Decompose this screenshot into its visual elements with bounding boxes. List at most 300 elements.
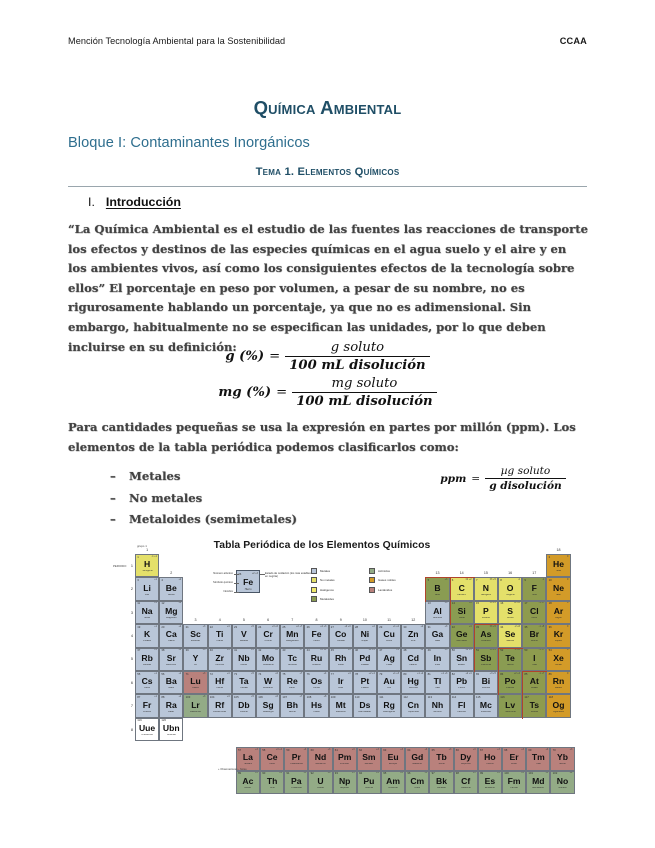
element-symbol: Ge xyxy=(455,629,468,640)
element-cell-Ir[interactable] xyxy=(329,671,353,694)
element-cell-Rf[interactable] xyxy=(208,694,232,717)
lanthanide-cell-Gd[interactable] xyxy=(405,747,429,770)
oxidation-state: +3 xyxy=(202,671,206,675)
list-item-label: No metales xyxy=(129,490,203,505)
element-cell-Ubn[interactable] xyxy=(159,718,183,741)
element-cell-Fe[interactable] xyxy=(304,624,328,647)
element-cell-Ba[interactable] xyxy=(159,671,183,694)
element-cell-Ra[interactable] xyxy=(159,694,183,717)
element-symbol: Lv xyxy=(505,699,516,710)
element-cell-Mn[interactable] xyxy=(280,624,304,647)
formula-numerator: µg soluto xyxy=(500,465,551,477)
element-cell-Rb[interactable] xyxy=(135,648,159,671)
element-cell-Zr[interactable] xyxy=(208,648,232,671)
oxidation-state: +3 xyxy=(545,771,549,775)
oxidation-state: +7 xyxy=(299,694,303,698)
oxidation-state: +3 xyxy=(351,747,355,751)
element-name: Mendelevio xyxy=(532,786,545,789)
element-name: Bromo xyxy=(530,640,538,643)
element-name: Flúor xyxy=(531,593,537,596)
element-symbol: H xyxy=(143,559,151,570)
oxidation-state: +2 xyxy=(420,648,424,652)
element-cell-C[interactable] xyxy=(450,577,474,600)
legend-item-metaloides xyxy=(311,596,335,602)
element-cell-V[interactable] xyxy=(232,624,256,647)
element-cell-Mo[interactable] xyxy=(256,648,280,671)
element-cell-As[interactable] xyxy=(474,624,498,647)
element-cell-Sr[interactable] xyxy=(159,648,183,671)
group-number-14: 14 xyxy=(459,571,464,576)
lanthanide-cell-Ho[interactable] xyxy=(478,747,502,770)
element-cell-Mg[interactable] xyxy=(159,601,183,624)
element-symbol: Re xyxy=(286,676,298,687)
element-cell-Kr[interactable] xyxy=(546,624,570,647)
oxidation-state: +5 xyxy=(251,671,254,675)
element-cell-Co[interactable] xyxy=(329,624,353,647)
element-cell-Ti[interactable] xyxy=(208,624,232,647)
element-cell-Ga[interactable] xyxy=(425,624,449,647)
element-cell-Hg[interactable] xyxy=(401,671,425,694)
element-cell-Br[interactable] xyxy=(522,624,546,647)
element-name: Moscovio xyxy=(480,710,491,713)
oxidation-state: +1 xyxy=(154,694,157,698)
element-cell-N[interactable] xyxy=(474,577,498,600)
element-cell-Lr[interactable] xyxy=(183,694,207,717)
group-number-13: 13 xyxy=(435,571,440,576)
legend-item-metales xyxy=(311,568,335,574)
element-cell-Mc[interactable] xyxy=(474,694,498,717)
element-symbol: Tm xyxy=(531,752,545,763)
element-cell-Lv[interactable] xyxy=(498,694,522,717)
atomic-number: 110 xyxy=(354,694,360,699)
element-name: Hasio xyxy=(313,710,320,713)
group-number-9: 9 xyxy=(339,618,342,623)
element-name: Wolframio xyxy=(262,687,274,690)
list-bullet: – xyxy=(110,512,116,527)
element-cell-Ni[interactable] xyxy=(353,624,377,647)
legend-item-halógenos xyxy=(311,587,335,593)
atomic-number: 119 xyxy=(137,718,142,723)
element-symbol: Dy xyxy=(460,752,472,763)
oxidation-state: -1 +7 xyxy=(538,648,545,652)
element-name: Francio xyxy=(143,710,152,713)
lanthanide-cell-Pr[interactable] xyxy=(284,747,308,770)
element-name: Radio xyxy=(168,710,175,713)
element-cell-Fl[interactable] xyxy=(450,694,474,717)
element-cell-Lu[interactable] xyxy=(183,671,207,694)
element-cell-Bh[interactable] xyxy=(280,694,304,717)
oxidation-state: +3 +6 xyxy=(271,624,278,628)
element-symbol: Ra xyxy=(165,699,177,710)
element-cell-At[interactable] xyxy=(522,671,546,694)
period-number-3: 3 xyxy=(130,610,133,615)
lanthanide-cell-Eu[interactable] xyxy=(381,747,405,770)
oxidation-state: +3 xyxy=(444,648,448,652)
element-symbol: Ubn xyxy=(162,723,180,733)
atomic-number: 9 xyxy=(524,577,526,582)
oxidation-state: +3 xyxy=(376,747,379,751)
element-cell-Ca[interactable] xyxy=(159,624,183,647)
key-element-cell xyxy=(236,570,260,593)
atomic-number: 67 xyxy=(479,747,484,752)
element-name: Plomo xyxy=(458,687,466,690)
element-cell-P[interactable] xyxy=(474,601,498,624)
element-name: Neón xyxy=(555,593,562,596)
element-cell-Ge[interactable] xyxy=(450,624,474,647)
element-cell-Ru[interactable] xyxy=(304,648,328,671)
lanthanide-cell-Tm[interactable] xyxy=(526,747,550,770)
group-number-8: 8 xyxy=(315,618,318,623)
key-oxidation: +2 +3 xyxy=(251,571,258,575)
period-number-6: 6 xyxy=(130,680,133,685)
atomic-number: 86 xyxy=(548,671,552,676)
actinide-cell-Am[interactable] xyxy=(381,771,405,794)
actinide-cell-Cf[interactable] xyxy=(454,771,478,794)
element-name: Nihonio xyxy=(433,710,442,713)
oxidation-state: +3 xyxy=(424,747,428,751)
element-symbol: Th xyxy=(266,775,278,786)
actinide-cell-Es[interactable] xyxy=(478,771,502,794)
group-number-4: 4 xyxy=(218,618,221,623)
element-cell-Hf[interactable] xyxy=(208,671,232,694)
element-cell-K[interactable] xyxy=(135,624,159,647)
element-symbol: Tb xyxy=(436,752,447,763)
element-name: Estaño xyxy=(457,663,466,666)
element-cell-Cn[interactable] xyxy=(401,694,425,717)
element-cell-F[interactable] xyxy=(522,577,546,600)
legend-swatch xyxy=(369,568,375,574)
oxidation-state: +4 xyxy=(347,671,351,675)
actinide-cell-Th[interactable] xyxy=(260,771,284,794)
element-cell-Mt[interactable] xyxy=(329,694,353,717)
oxidation-state: ±4 +2 xyxy=(465,577,472,581)
oxidation-state: +5 xyxy=(251,694,254,698)
element-name: Silicio xyxy=(458,616,465,619)
atomic-number: 70 xyxy=(552,747,556,752)
element-cell-Li[interactable] xyxy=(135,577,159,600)
element-name: Vanadio xyxy=(239,640,249,643)
element-symbol: Ta xyxy=(239,676,249,687)
element-symbol: O xyxy=(506,582,514,593)
element-cell-Sn[interactable] xyxy=(450,648,474,671)
oxidation-state: +4 xyxy=(226,648,230,652)
atomic-number: 93 xyxy=(334,771,338,776)
element-cell-Og[interactable] xyxy=(546,694,570,717)
oxidation-state: +3 xyxy=(303,747,307,751)
atomic-number: 29 xyxy=(379,624,383,629)
element-symbol: Fr xyxy=(142,699,152,710)
atomic-number: 96 xyxy=(407,771,411,776)
list-bullet: – xyxy=(110,490,116,505)
element-cell-Te[interactable] xyxy=(498,648,522,671)
element-cell-Cu[interactable] xyxy=(377,624,401,647)
element-name: Meitnerio xyxy=(335,710,346,713)
element-symbol: Zn xyxy=(408,629,419,640)
atomic-number: 45 xyxy=(330,648,334,653)
element-cell-Al[interactable] xyxy=(425,601,449,624)
periodic-table-title: Tabla Periódica de los Elementos Químicos xyxy=(213,540,431,551)
group-number-15: 15 xyxy=(483,571,488,576)
element-cell-Sg[interactable] xyxy=(256,694,280,717)
element-symbol: Ar xyxy=(553,606,564,616)
group-number-11: 11 xyxy=(387,618,391,623)
element-cell-B[interactable] xyxy=(425,577,449,600)
element-cell-H[interactable] xyxy=(135,554,159,577)
atomic-number: 7 xyxy=(475,577,478,582)
element-name: Hidrógeno xyxy=(141,570,153,573)
element-cell-Sb[interactable] xyxy=(474,648,498,671)
element-symbol: Tl xyxy=(433,676,442,687)
element-symbol: Cr xyxy=(263,629,273,640)
element-cell-Rn[interactable] xyxy=(546,671,570,694)
element-name: Teneso xyxy=(530,710,539,713)
element-cell-Nb[interactable] xyxy=(232,648,256,671)
atomic-number: 101 xyxy=(528,771,534,776)
element-cell-Cr[interactable] xyxy=(256,624,280,647)
element-name: Paladio xyxy=(360,663,369,666)
atomic-number: 34 xyxy=(500,624,504,629)
oxidation-state: +1 +2 xyxy=(392,624,399,628)
element-cell-Na[interactable] xyxy=(135,601,159,624)
oxidation-state: 0 xyxy=(567,554,569,558)
element-cell-Se[interactable] xyxy=(498,624,522,647)
element-name: Rutherfordio xyxy=(213,710,227,713)
element-symbol: Sn xyxy=(456,652,468,663)
oxidation-state: +2 +3 xyxy=(320,624,327,628)
actinide-cell-Pu[interactable] xyxy=(357,771,381,794)
atomic-number: 89 xyxy=(237,771,242,776)
element-symbol: Nb xyxy=(238,652,250,663)
element-cell-W[interactable] xyxy=(256,671,280,694)
element-cell-Au[interactable] xyxy=(377,671,401,694)
atomic-number: 48 xyxy=(403,648,407,653)
element-cell-Be[interactable] xyxy=(159,577,183,600)
element-symbol: Rh xyxy=(334,652,347,663)
oxidation-state: +3 xyxy=(444,601,448,605)
element-cell-Po[interactable] xyxy=(498,671,522,694)
atomic-number: 111 xyxy=(379,694,384,699)
element-name: Ununennio xyxy=(141,733,153,736)
element-cell-He[interactable] xyxy=(546,554,570,577)
element-name: Torio xyxy=(269,786,275,789)
element-symbol: Ac xyxy=(242,775,254,786)
oxidation-state: +1 +3 xyxy=(392,671,399,675)
element-symbol: Pr xyxy=(291,752,301,763)
element-name: Ástato xyxy=(530,687,538,690)
actinide-cell-Bk[interactable] xyxy=(429,771,453,794)
actinide-cell-Fm[interactable] xyxy=(502,771,526,794)
element-name: Radón xyxy=(554,687,563,690)
actinide-cell-U[interactable] xyxy=(308,771,332,794)
element-cell-Ag[interactable] xyxy=(377,648,401,671)
element-name: Platino xyxy=(361,687,369,690)
element-name: Nitrógeno xyxy=(480,593,492,596)
element-symbol: Md xyxy=(532,775,545,786)
element-cell-Cl[interactable] xyxy=(522,601,546,624)
actinide-cell-Md[interactable] xyxy=(526,771,550,794)
element-name: Molibdeno xyxy=(262,663,274,666)
element-name: Rodio xyxy=(337,663,344,666)
actinide-cell-Ac[interactable] xyxy=(236,771,260,794)
actinide-cell-Cm[interactable] xyxy=(405,771,429,794)
element-symbol: Al xyxy=(433,606,442,616)
element-symbol: Bh xyxy=(286,699,299,710)
element-symbol: Li xyxy=(143,582,151,593)
oxidation-state: +2 +4 xyxy=(368,671,375,675)
element-symbol: Bi xyxy=(481,676,491,687)
oxidation-state: -2 +6 xyxy=(514,648,520,652)
element-name: Zinc xyxy=(411,640,416,643)
atomic-number: 51 xyxy=(475,648,480,653)
element-cell-Sc[interactable] xyxy=(183,624,207,647)
element-cell-Pt[interactable] xyxy=(353,671,377,694)
actinide-cell-Np[interactable] xyxy=(333,771,357,794)
element-symbol: Mc xyxy=(479,699,492,710)
element-symbol: Xe xyxy=(553,652,564,663)
lanthanide-cell-Ce[interactable] xyxy=(260,747,284,770)
atomic-number: 22 xyxy=(209,624,213,629)
actinide-cell-No[interactable] xyxy=(550,771,574,794)
atomic-number: 73 xyxy=(233,671,238,676)
paragraph-ppm: Para cantidades pequeñas se usa la expresión en partes por millón (ppm). Los elementos de la tabla periódica podemos clasificarlos como: xyxy=(68,420,576,454)
lanthanide-cell-Tb[interactable] xyxy=(429,747,453,770)
element-cell-Fr[interactable] xyxy=(135,694,159,717)
period-number-5: 5 xyxy=(130,657,133,662)
element-name: Osmio xyxy=(312,687,320,690)
atomic-number: 85 xyxy=(524,671,528,676)
lanthanide-cell-Sm[interactable] xyxy=(357,747,381,770)
period-number-8: 8 xyxy=(130,727,133,732)
element-cell-Os[interactable] xyxy=(304,671,328,694)
element-name: Manganeso xyxy=(285,640,299,643)
element-symbol: No xyxy=(556,775,569,786)
atomic-number: 113 xyxy=(427,694,433,699)
element-symbol: Bk xyxy=(435,775,447,786)
element-cell-Uue[interactable] xyxy=(135,718,159,741)
element-cell-Rg[interactable] xyxy=(377,694,401,717)
list-bullet: – xyxy=(110,469,116,483)
element-name: Carbono xyxy=(457,593,467,596)
element-name: Iterbio xyxy=(559,763,566,766)
element-name: Polonio xyxy=(506,687,515,690)
lanthanide-cell-Yb[interactable] xyxy=(550,747,574,770)
atomic-number: 69 xyxy=(528,747,532,752)
atomic-number: 114 xyxy=(451,694,457,699)
element-cell-O[interactable] xyxy=(498,577,522,600)
formula-denominator: 100 mL disolución xyxy=(285,356,429,373)
element-name: Europio xyxy=(388,763,398,766)
element-cell-In[interactable] xyxy=(425,648,449,671)
element-symbol: Hs xyxy=(310,699,322,710)
legend-item-actínidos xyxy=(369,568,396,574)
atomic-number: 83 xyxy=(475,671,480,676)
element-name: Samario xyxy=(364,763,374,766)
atomic-number: 4 xyxy=(161,577,163,582)
atomic-number: 99 xyxy=(479,771,484,776)
element-cell-Zn[interactable] xyxy=(401,624,425,647)
oxidation-state: 0 xyxy=(567,624,569,628)
legend-key-cell xyxy=(205,570,311,600)
element-cell-Hs[interactable] xyxy=(304,694,328,717)
element-symbol: Cu xyxy=(383,629,395,640)
element-symbol: Kr xyxy=(553,629,564,640)
element-cell-Re[interactable] xyxy=(280,671,304,694)
element-cell-Ne[interactable] xyxy=(546,577,570,600)
element-symbol: U xyxy=(317,775,324,786)
atomic-number: 40 xyxy=(209,648,213,653)
element-cell-I[interactable] xyxy=(522,648,546,671)
element-symbol: Cd xyxy=(407,652,420,663)
atomic-number: 64 xyxy=(407,747,411,752)
element-symbol: Ds xyxy=(359,699,371,710)
element-cell-Db[interactable] xyxy=(232,694,256,717)
oxidation-state: +2 xyxy=(178,577,182,581)
element-cell-S[interactable] xyxy=(498,601,522,624)
lanthanide-cell-Dy[interactable] xyxy=(454,747,478,770)
oxidation-state: +2 +3 xyxy=(344,624,351,628)
oxidation-state: 0 xyxy=(567,671,569,675)
element-name: Cobre xyxy=(385,640,393,643)
element-name: Bohrio xyxy=(288,710,296,713)
oxidation-state: +3 xyxy=(444,624,448,628)
element-cell-Nh[interactable] xyxy=(425,694,449,717)
element-cell-Cd[interactable] xyxy=(401,648,425,671)
element-name: Seaborgio xyxy=(262,710,274,713)
element-cell-Cs[interactable] xyxy=(135,671,159,694)
atomic-number: 103 xyxy=(185,694,191,699)
atomic-number: 38 xyxy=(161,648,165,653)
element-cell-Xe[interactable] xyxy=(546,648,570,671)
section-number: I. xyxy=(88,195,95,209)
oxidation-state: +7 xyxy=(299,671,303,675)
oxidation-state: +2 xyxy=(178,671,182,675)
actinide-cell-Pa[interactable] xyxy=(284,771,308,794)
element-name: Erbio xyxy=(511,763,517,766)
element-name: Actinio xyxy=(244,786,252,789)
element-cell-Pd[interactable] xyxy=(353,648,377,671)
oxidation-state: -1 +7 xyxy=(538,671,545,675)
element-cell-Pb[interactable] xyxy=(450,671,474,694)
element-cell-Ds[interactable] xyxy=(353,694,377,717)
group-number-2: 2 xyxy=(170,571,173,576)
element-cell-Ts[interactable] xyxy=(522,694,546,717)
key-label-symbol: Símbolo químico xyxy=(212,581,233,584)
element-cell-Si[interactable] xyxy=(450,601,474,624)
group-number-17: 17 xyxy=(532,571,537,576)
element-symbol: Nh xyxy=(431,699,444,710)
lanthanide-cell-Nd[interactable] xyxy=(308,747,332,770)
lanthanide-cell-Pm[interactable] xyxy=(333,747,357,770)
element-cell-Bi[interactable] xyxy=(474,671,498,694)
lanthanide-cell-Er[interactable] xyxy=(502,747,526,770)
oxidation-state: +7 xyxy=(299,648,303,652)
element-symbol: F xyxy=(531,582,537,593)
element-cell-Tc[interactable] xyxy=(280,648,304,671)
formula-g-percent: g (%) = $\frac{\text{g soluto}}{\text{100 mL disolución}}$ xyxy=(0,340,655,373)
element-cell-Ta[interactable] xyxy=(232,671,256,694)
element-cell-Rh[interactable] xyxy=(329,648,353,671)
element-cell-Ar[interactable] xyxy=(546,601,570,624)
element-name: Gadolinio xyxy=(412,763,423,766)
atomic-number: 49 xyxy=(427,648,431,653)
element-name: Tulio xyxy=(535,763,541,766)
atomic-number: 56 xyxy=(161,671,165,676)
element-cell-Tl[interactable] xyxy=(425,671,449,694)
element-cell-Y[interactable] xyxy=(183,648,207,671)
atomic-number: 53 xyxy=(524,648,528,653)
element-name: Einstenio xyxy=(484,786,495,789)
element-name: Indio xyxy=(434,663,441,666)
